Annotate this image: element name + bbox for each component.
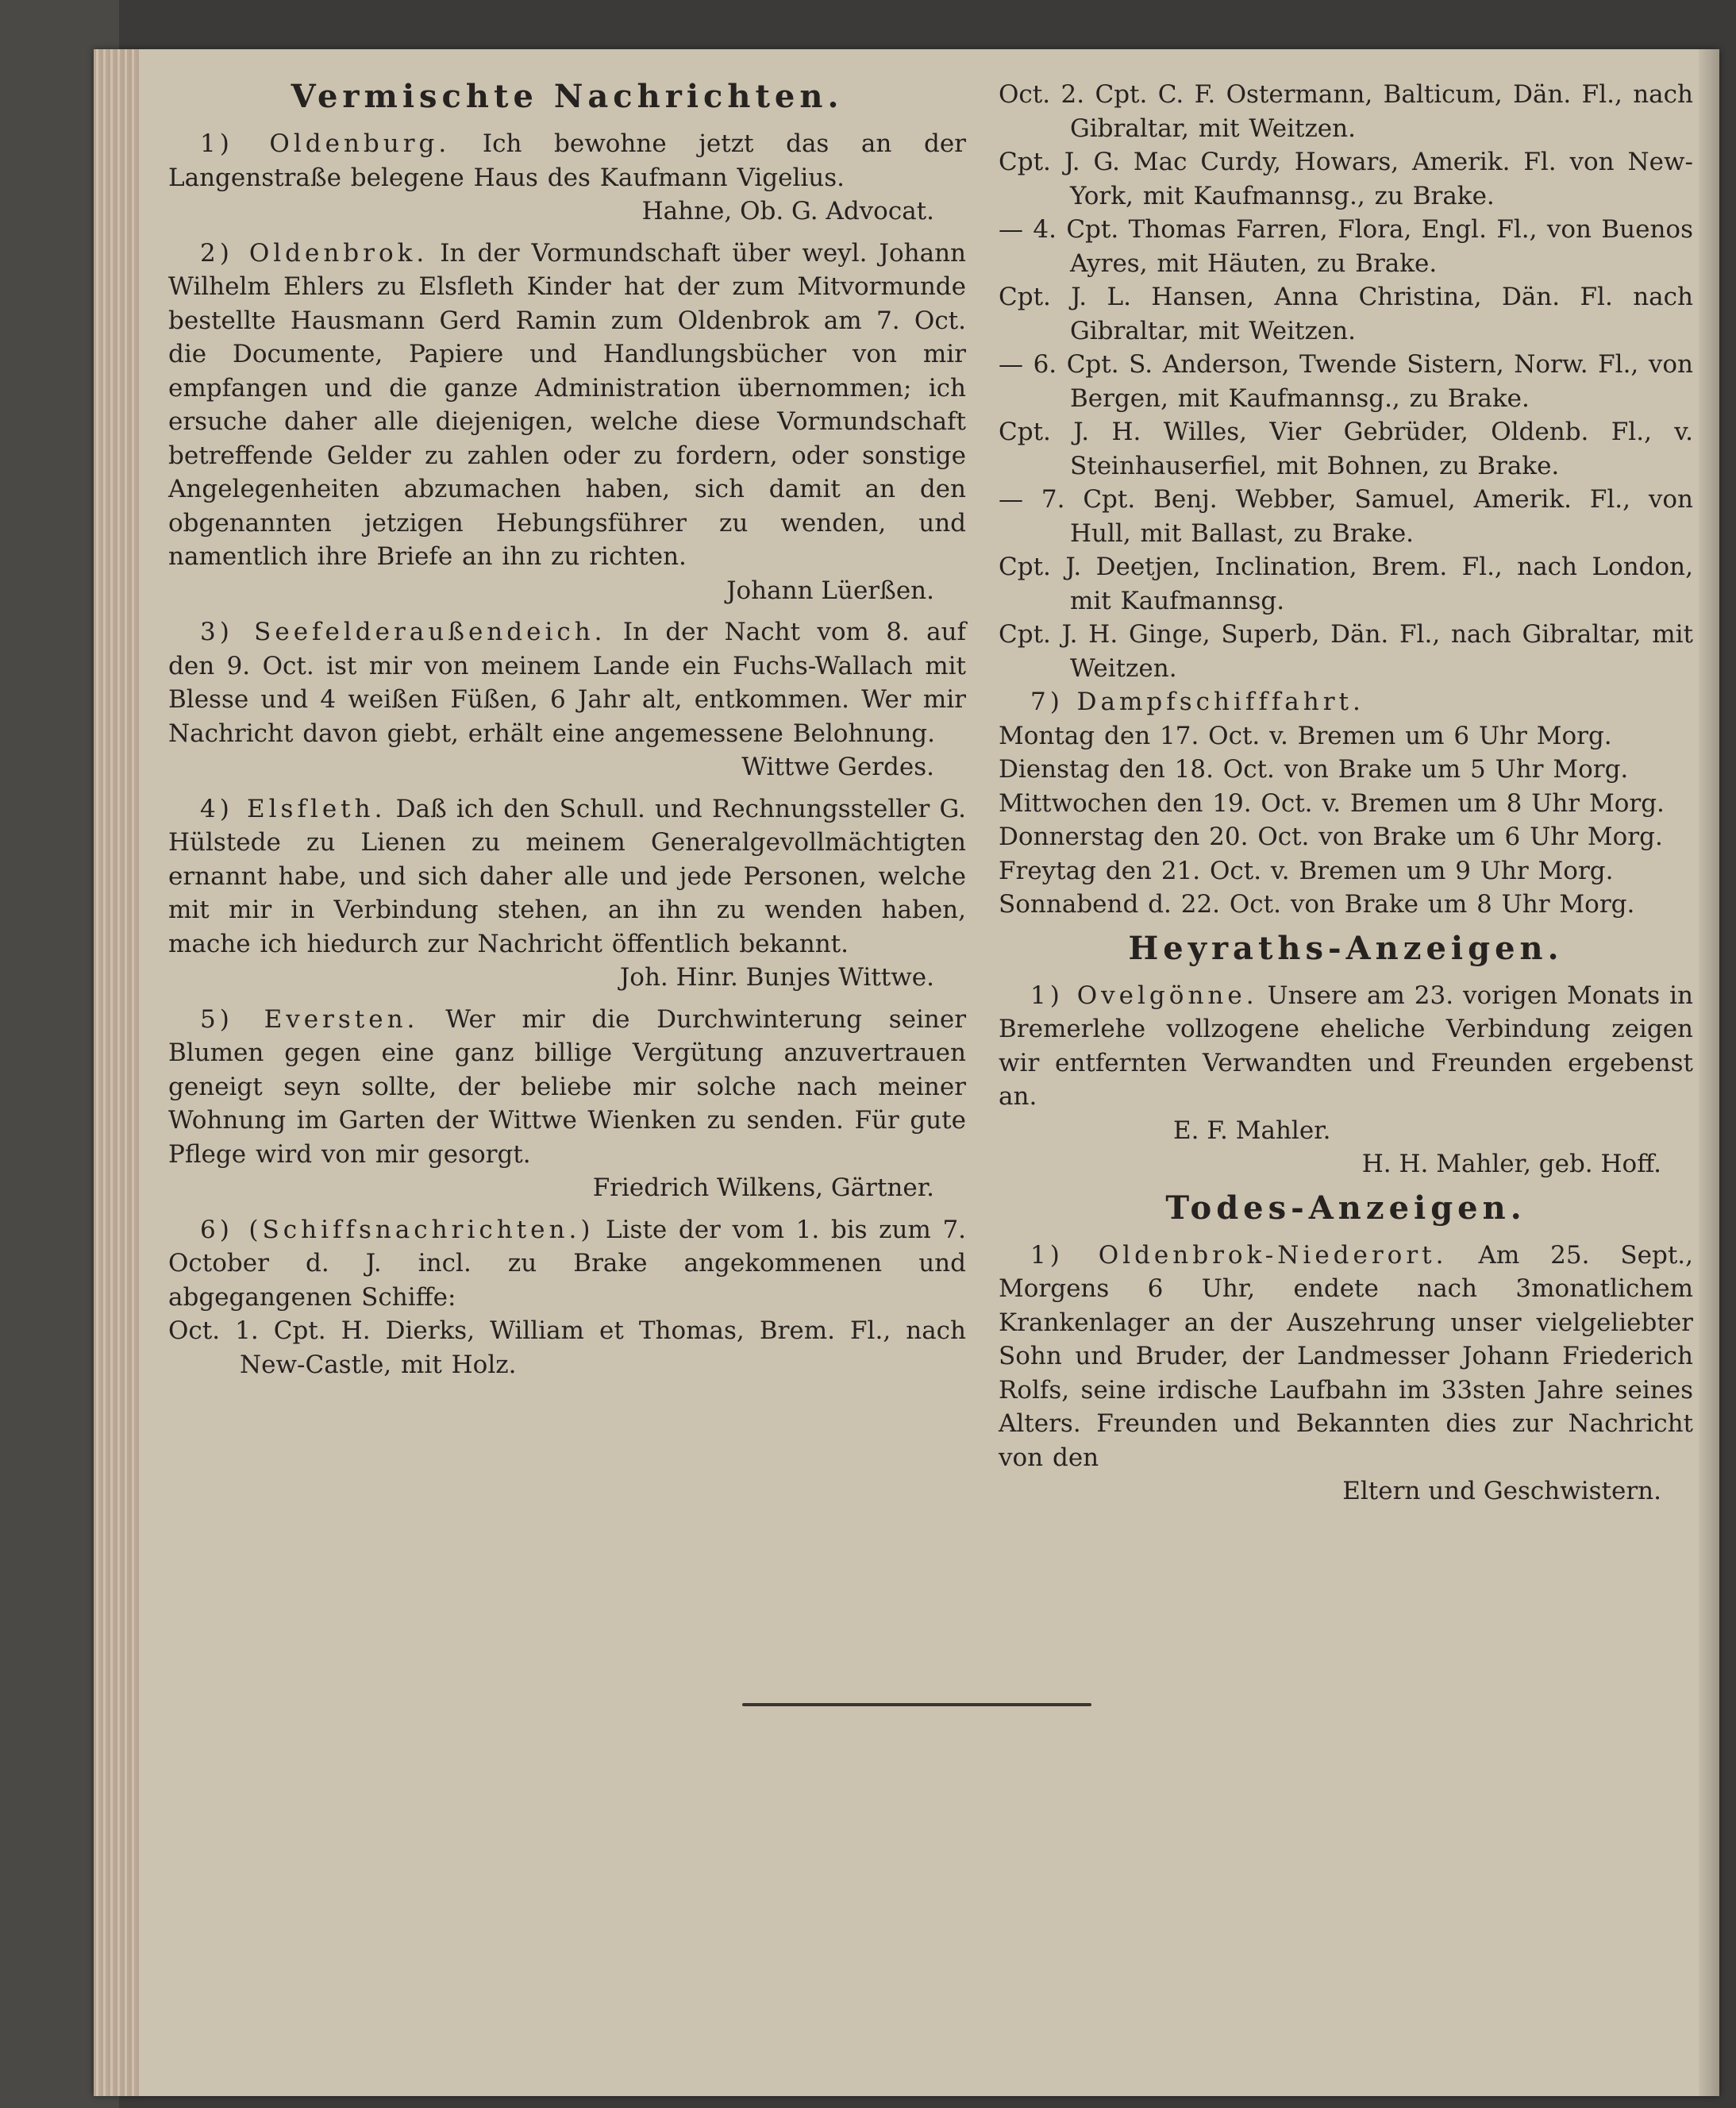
section-heading-marriage: Heyraths-Anzeigen. xyxy=(1128,929,1564,967)
steamship-line: Montag den 17. Oct. v. Bremen um 6 Uhr Morg. xyxy=(999,721,1612,750)
notice-text: In der Vormundschaft über weyl. Johann Wilhelm Ehlers zu Elsfleth Kinder hat der zum Mitvormunde bestellte Hausmann Gerd Ramin zum Oldenbrok am 7. Oct. die Documente, Papiere und Handlungsbücher von mir empfangen und die ganze Administration übernommen; ich ersuche daher alle diejenigen, welche diese Vormundschaft betreffende Gelder zu zahlen oder zu fordern, oder sonstige Angelegenheiten abzumachen haben, sich damit an den obgenannten jetzigen Hebungsführer zu wenden, und namentlich ihre Briefe an ihn zu richten. xyxy=(168,238,966,571)
closing-rule xyxy=(742,1703,1091,1706)
notice-signature: Johann Lüerßen. xyxy=(726,576,934,605)
notice-signature: E. F. Mahler. xyxy=(1173,1116,1331,1145)
page-right-edge xyxy=(1699,49,1719,2096)
notice-text: Liste der vom 1. bis zum 7. October d. J. incl. zu Brake angekommenen und abgegangenen Schiffe: xyxy=(168,1215,967,1312)
ship-entry: — 4. Cpt. Thomas Farren, Flora, Engl. Fl., von Buenos Ayres, mit Häuten, zu Brake. xyxy=(999,215,1693,278)
notice-signature: Joh. Hinr. Bunjes Wittwe. xyxy=(619,963,934,992)
section-heading-death: Todes-Anzeigen. xyxy=(1165,1189,1526,1227)
notice-lead: 5) Eversten. xyxy=(200,1004,419,1034)
notice-text: Am 25. Sept., Morgens 6 Uhr, endete nach 3monatlichem Krankenlager an der Auszehrung unser vielgeliebter Sohn und Bruder, der Landmesser Johann Friederich Rolfs, seine irdische Laufbahn im 33sten Jahre seines Alters. Freunden und Bekannten dies zur Nachricht von den xyxy=(999,1240,1694,1472)
steamship-line: Mittwochen den 19. Oct. v. Bremen um 8 Uhr Morg. xyxy=(999,788,1665,818)
steamship-line: Sonnabend d. 22. Oct. von Brake um 8 Uhr Morg. xyxy=(999,890,1635,919)
ship-entry: — 6. Cpt. S. Anderson, Twende Sistern, Norw. Fl., von Bergen, mit Kaufmannsg., zu Brake. xyxy=(999,350,1693,413)
steamship-heading: 7) Dampfschifffahrt. xyxy=(1030,688,1365,716)
notice-lead: 1) Oldenburg. xyxy=(200,129,451,158)
left-column xyxy=(168,78,966,1382)
ship-entry: Oct. 1. Cpt. H. Dierks, William et Thomas, Brem. Fl., nach New-Castle, mit Holz. xyxy=(168,1316,966,1379)
notice-text: In der Nacht vom 8. auf den 9. Oct. ist mir von meinem Lande ein Fuchs-Wallach mit Blesse und 4 weißen Füßen, 6 Jahr alt, entkommen. Wer mir Nachricht davon giebt, erhält eine angemessene Belohnung. xyxy=(168,618,967,748)
notice-text: Daß ich den Schull. und Rechnungssteller G. Hülstede zu Lienen zu meinem Generalgevollmächtigten ernannt habe, und sich daher alle und jede Personen, welche mit mir in Verbindung stehen, an ihn zu wenden haben, mache ich hiedurch zur Nachricht öffentlich bekannt. xyxy=(168,794,967,958)
notice-6 xyxy=(168,1213,966,1315)
notice-lead: 2) Oldenbrok. xyxy=(200,238,429,268)
notice-2 xyxy=(168,237,966,574)
notice-text: Ich bewohne jetzt das an der Langenstraße belegene Haus des Kaufmann Vigelius. xyxy=(168,129,966,192)
notice-lead: 1) Ovelgönne. xyxy=(1030,981,1258,1010)
ship-entry: Cpt. J. L. Hansen, Anna Christina, Dän. Fl. nach Gibraltar, mit Weitzen. xyxy=(999,283,1693,345)
notice-lead: 6) (Schiffsnachrichten.) xyxy=(200,1215,595,1244)
steamship-line: Donnerstag den 20. Oct. von Brake um 6 Uhr Morg. xyxy=(999,823,1663,851)
notice-signature: Hahne, Ob. G. Advocat. xyxy=(641,197,934,225)
notice-lead: 1) Oldenbrok-Niederort. xyxy=(1030,1240,1448,1270)
notice-text: Unsere am 23. vorigen Monats in Bremerlehe vollzogene eheliche Verbindung zeigen wir entfernten Verwandten und Freunden ergebenst an. xyxy=(999,981,1694,1111)
notice-signature: Friedrich Wilkens, Gärtner. xyxy=(592,1173,934,1202)
notice-signature: Wittwe Gerdes. xyxy=(741,753,934,781)
ship-entry: Cpt. J. H. Willes, Vier Gebrüder, Oldenb. Fl., v. Steinhauserfiel, mit Bohnen, zu Brake. xyxy=(999,418,1693,480)
notice-5 xyxy=(168,1003,966,1172)
notice-lead: 4) Elsfleth. xyxy=(200,794,387,823)
notice-lead: 3) Seefelderaußendeich. xyxy=(200,618,606,646)
marriage-notice xyxy=(999,979,1693,1114)
notice-1 xyxy=(168,127,966,195)
notice-text: Wer mir die Durchwinterung seiner Blumen gegen eine ganz billige Vergütung anzuvertrauen geneigt seyn sollte, der beliebe mir solche nach meiner Wohnung im Garten der Wittwe Wienken zu senden. Für gute Pflege wird von mir gesorgt. xyxy=(168,1004,967,1169)
ship-entry: — 7. Cpt. Benj. Webber, Samuel, Amerik. Fl., von Hull, mit Ballast, zu Brake. xyxy=(999,485,1693,548)
death-notice xyxy=(999,1239,1693,1475)
page-stack-edge xyxy=(94,49,140,2096)
ship-entry: Cpt. J. G. Mac Curdy, Howars, Amerik. Fl. von New-York, mit Kaufmannsg., zu Brake. xyxy=(999,148,1693,210)
ship-entry: Cpt. J. Deetjen, Inclination, Brem. Fl., nach London, mit Kaufmannsg. xyxy=(999,553,1693,615)
right-column xyxy=(999,78,1693,1509)
steamship-line: Freytag den 21. Oct. v. Bremen um 9 Uhr Morg. xyxy=(999,856,1614,885)
section-heading-miscellaneous: Vermischte Nachrichten. xyxy=(291,78,844,115)
steamship-line: Dienstag den 18. Oct. von Brake um 5 Uhr Morg. xyxy=(999,755,1629,784)
notice-4 xyxy=(168,792,966,962)
notice-signature: Eltern und Geschwistern. xyxy=(1342,1477,1661,1505)
notice-3 xyxy=(168,615,966,750)
ship-entry: Oct. 2. Cpt. C. F. Ostermann, Balticum, Dän. Fl., nach Gibraltar, mit Weitzen. xyxy=(999,80,1693,143)
notice-signature: H. H. Mahler, geb. Hoff. xyxy=(1361,1150,1661,1178)
ship-entry: Cpt. J. H. Ginge, Superb, Dän. Fl., nach Gibraltar, mit Weitzen. xyxy=(999,620,1693,683)
